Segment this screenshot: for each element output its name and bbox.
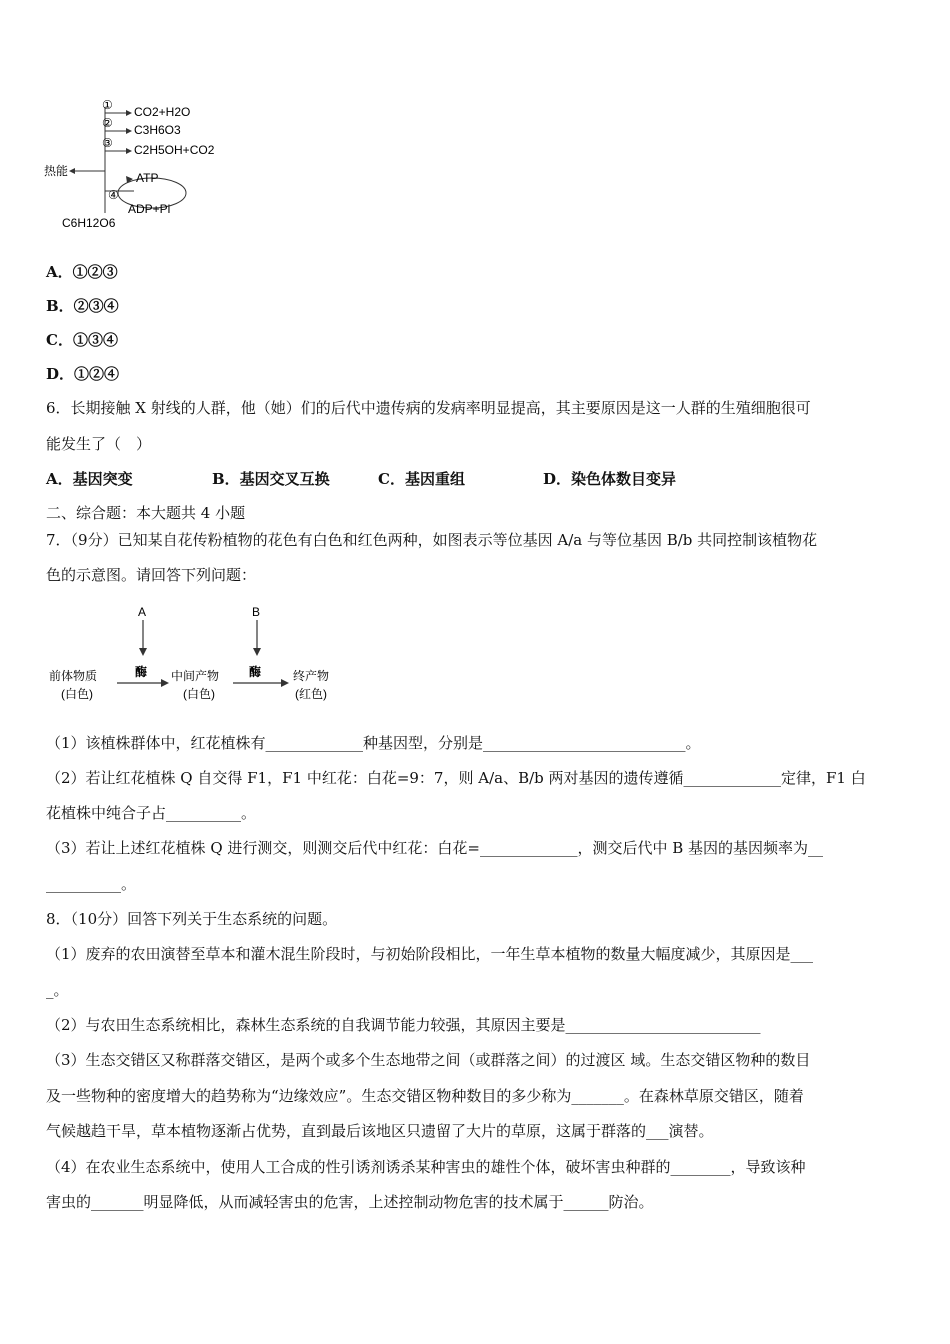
gene-a-label: A [138, 605, 147, 619]
enzyme-2-label: 酶 [249, 665, 262, 679]
q8-title: 8．（10分）回答下列关于生态系统的问题。 [46, 910, 338, 928]
q6-option-d: D．染色体数目变异 [543, 470, 677, 488]
heat-label: 热能 [44, 164, 69, 178]
product-1: CO2+H2O [134, 105, 191, 119]
q7-part1: （1）该植株群体中，红花植株有_____________种基因型，分别是___________________________。 [46, 734, 701, 752]
q5-option-d: D．①②④ [46, 365, 120, 383]
q8-part4-line1: （4）在农业生态系统中，使用人工合成的性引诱剂诱杀某种害虫的雄性个体，破坏害虫种群的________，导致该种 [46, 1158, 806, 1176]
q8-part1-line2: _。 [46, 981, 69, 999]
intermediate-color: (白色) [183, 687, 215, 701]
q5-option-c: C．①③④ [46, 331, 118, 349]
branch-num-1: ① [102, 98, 113, 112]
q8-part3-line3: 气候越趋干旱，草本植物逐渐占优势，直到最后该地区只遗留了大片的草原，这属于群落的___演替。 [46, 1122, 714, 1140]
adp-label: ADP+Pi [128, 202, 171, 216]
q7-part2-line2: 花植株中纯合子占__________。 [46, 804, 257, 822]
q6-stem-line2: 能发生了（ ） [46, 435, 152, 453]
final-product-label: 终产物 [293, 669, 330, 683]
q7-part3-line2: __________。 [46, 875, 137, 893]
precursor-label: 前体物质 [49, 669, 98, 683]
q8-part1-line1: （1）废弃的农田演替至草本和灌木混生阶段时，与初始阶段相比，一年生草本植物的数量大幅度减少，其原因是___ [46, 945, 814, 963]
q6-option-c: C．基因重组 [378, 470, 465, 488]
q6-stem-line1: 6．长期接触 X 射线的人群，他（她）们的后代中遗传病的发病率明显提高，其主要原因是这一人群的生殖细胞很可 [46, 399, 811, 417]
branch-num-4: ④ [108, 188, 119, 202]
enzyme-1-label: 酶 [135, 665, 148, 679]
q7-part3-line1: （3）若让上述红花植株 Q 进行测交，则测交后代中红花：白花=_____________，测交后代中 B 基因的基因频率为__ [46, 839, 824, 857]
gene-pathway-diagram [45, 600, 355, 705]
glucose-label: C6H12O6 [62, 216, 116, 230]
precursor-color: (白色) [61, 687, 93, 701]
final-product-color: (红色) [295, 687, 327, 701]
branch-num-2: ② [102, 116, 113, 130]
q8-part4-line2: 害虫的_______明显降低，从而减轻害虫的危害，上述控制动物危害的技术属于______防治。 [46, 1193, 654, 1211]
q6-option-b: B．基因交叉互换 [212, 470, 330, 488]
branch-num-3: ③ [102, 136, 113, 150]
q7-stem-line2: 色的示意图。请回答下列问题： [46, 566, 257, 584]
q7-part2-line1: （2）若让红花植株 Q 自交得 F1，F1 中红花：白花=9：7，则 A/a、B/b 两对基因的遗传遵循_____________定律，F1 白 [46, 769, 866, 787]
q6-option-a: A．基因突变 [46, 470, 133, 488]
q8-part2: （2）与农田生态系统相比，森林生态系统的自我调节能力较强，其原因主要是__________________________ [46, 1016, 761, 1034]
q8-part3-line2: 及一些物种的密度增大的趋势称为“边缘效应”。生态交错区物种数目的多少称为_______。在森林草原交错区，随着 [46, 1087, 804, 1105]
respiration-diagram [40, 95, 250, 240]
product-2: C3H6O3 [134, 123, 181, 137]
section-heading: 二、综合题：本大题共 4 小题 [46, 504, 246, 522]
atp-label: ATP [136, 171, 159, 185]
q8-part3-line1: （3）生态交错区又称群落交错区，是两个或多个生态地带之间（或群落之间）的过渡区 域。生态交错区物种的数目 [46, 1051, 811, 1069]
gene-b-label: B [252, 605, 261, 619]
intermediate-label: 中间产物 [171, 669, 220, 683]
q5-option-b: B．②③④ [46, 297, 119, 315]
q5-option-a: A．①②③ [46, 263, 118, 281]
q7-stem-line1: 7．（9分）已知某自花传粉植物的花色有白色和红色两种，如图表示等位基因 A/a 与等位基因 B/b 共同控制该植物花 [46, 531, 818, 549]
product-3: C2H5OH+CO2 [134, 143, 215, 157]
